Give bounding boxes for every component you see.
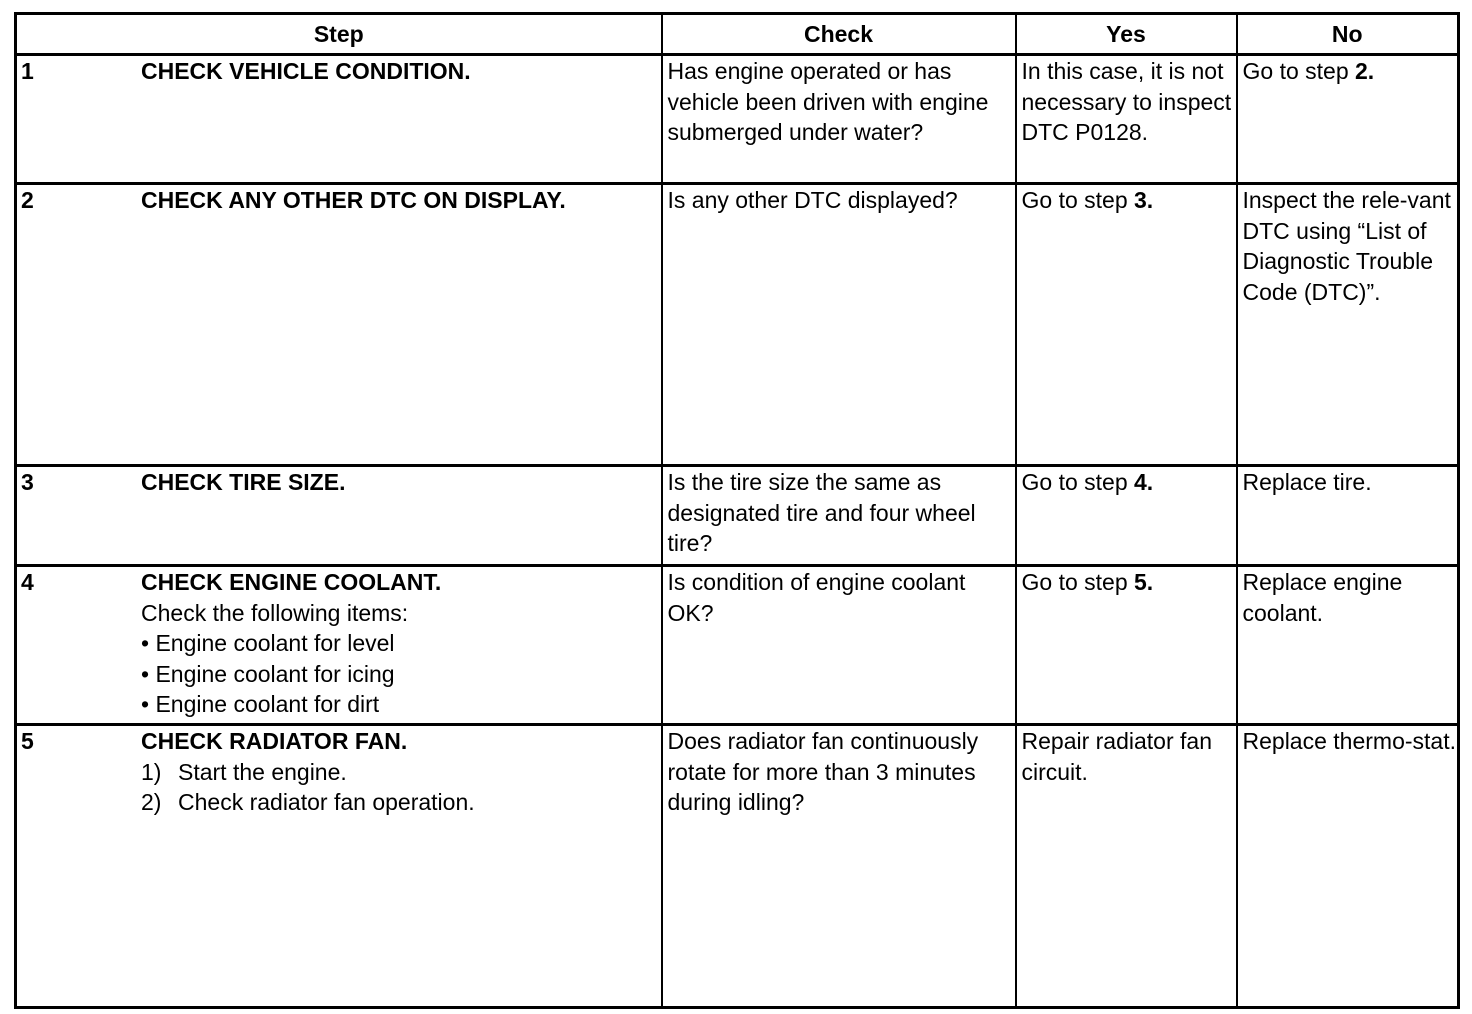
step-cell — [16, 466, 662, 566]
check-cell: Does radiator fan continuously rotate for more than 3 minutes during idling? — [662, 725, 1016, 1008]
yes-cell: In this case, it is not necessary to inspect DTC P0128. — [1016, 55, 1237, 184]
diagnostic-table — [14, 12, 1460, 1009]
step-title: CHECK RADIATOR FAN. — [141, 728, 408, 754]
table-row — [16, 725, 1459, 1008]
header-step: Step — [16, 14, 662, 55]
table-row — [16, 566, 1459, 725]
yes-text: Go to step — [1021, 469, 1135, 495]
procedure-step-index: 1) — [141, 758, 162, 785]
step-number: 4 — [21, 569, 34, 595]
procedure-step-text: Start the engine. — [178, 758, 347, 785]
bullet-item: • Engine coolant for dirt — [141, 691, 380, 717]
bullet-item: • Engine coolant for icing — [141, 660, 395, 687]
yes-cell — [1016, 184, 1237, 466]
step-number: 1 — [21, 58, 34, 84]
procedure-step-text: Check radiator fan operation. — [178, 789, 475, 815]
check-cell: Is the tire size the same as designated tire and four wheel tire? — [662, 466, 1016, 566]
no-cell: Replace thermo-stat. — [1237, 725, 1459, 1008]
yes-text: Go to step — [1021, 187, 1135, 213]
step-intro: Check the following items: — [141, 599, 409, 626]
yes-step-ref: 4. — [1134, 469, 1154, 495]
step-title: CHECK VEHICLE CONDITION. — [141, 58, 471, 84]
yes-text: Go to step — [1021, 569, 1135, 595]
table-row — [16, 55, 1459, 184]
header-no: No — [1237, 14, 1459, 55]
step-cell — [16, 725, 662, 1008]
step-cell — [16, 184, 662, 466]
yes-step-ref: 5. — [1134, 569, 1154, 595]
procedure-step — [141, 757, 661, 788]
step-number: 5 — [21, 728, 34, 754]
table-row — [16, 184, 1459, 466]
no-text: Go to step — [1242, 58, 1356, 84]
header-check: Check — [662, 14, 1016, 55]
yes-cell: Repair radiator fan circuit. — [1016, 725, 1237, 1008]
yes-cell — [1016, 466, 1237, 566]
check-cell: Has engine operated or has vehicle been driven with engine submerged under water? — [662, 55, 1016, 184]
step-number: 2 — [21, 187, 34, 213]
check-cell: Is condition of engine coolant OK? — [662, 566, 1016, 725]
yes-cell — [1016, 566, 1237, 725]
no-cell: Replace tire. — [1237, 466, 1459, 566]
step-title: CHECK ANY OTHER DTC ON DISPLAY. — [141, 187, 566, 213]
table-row — [16, 466, 1459, 566]
step-cell — [16, 55, 662, 184]
step-cell — [16, 566, 662, 725]
check-cell: Is any other DTC displayed? — [662, 184, 1016, 466]
no-cell: Inspect the rele-vant DTC using “List of Diagnostic Trouble Code (DTC)”. — [1237, 184, 1459, 466]
no-step-ref: 2. — [1355, 58, 1375, 84]
no-cell — [1237, 55, 1459, 184]
procedure-step-index: 2) — [141, 789, 162, 815]
header-yes: Yes — [1016, 14, 1237, 55]
procedure-step — [141, 787, 661, 818]
step-number: 3 — [21, 469, 34, 495]
step-title: CHECK ENGINE COOLANT. — [141, 569, 442, 595]
header-row — [16, 14, 1459, 55]
bullet-item: • Engine coolant for level — [141, 630, 395, 656]
yes-step-ref: 3. — [1134, 187, 1154, 213]
no-cell: Replace engine coolant. — [1237, 566, 1459, 725]
step-title: CHECK TIRE SIZE. — [141, 469, 346, 495]
